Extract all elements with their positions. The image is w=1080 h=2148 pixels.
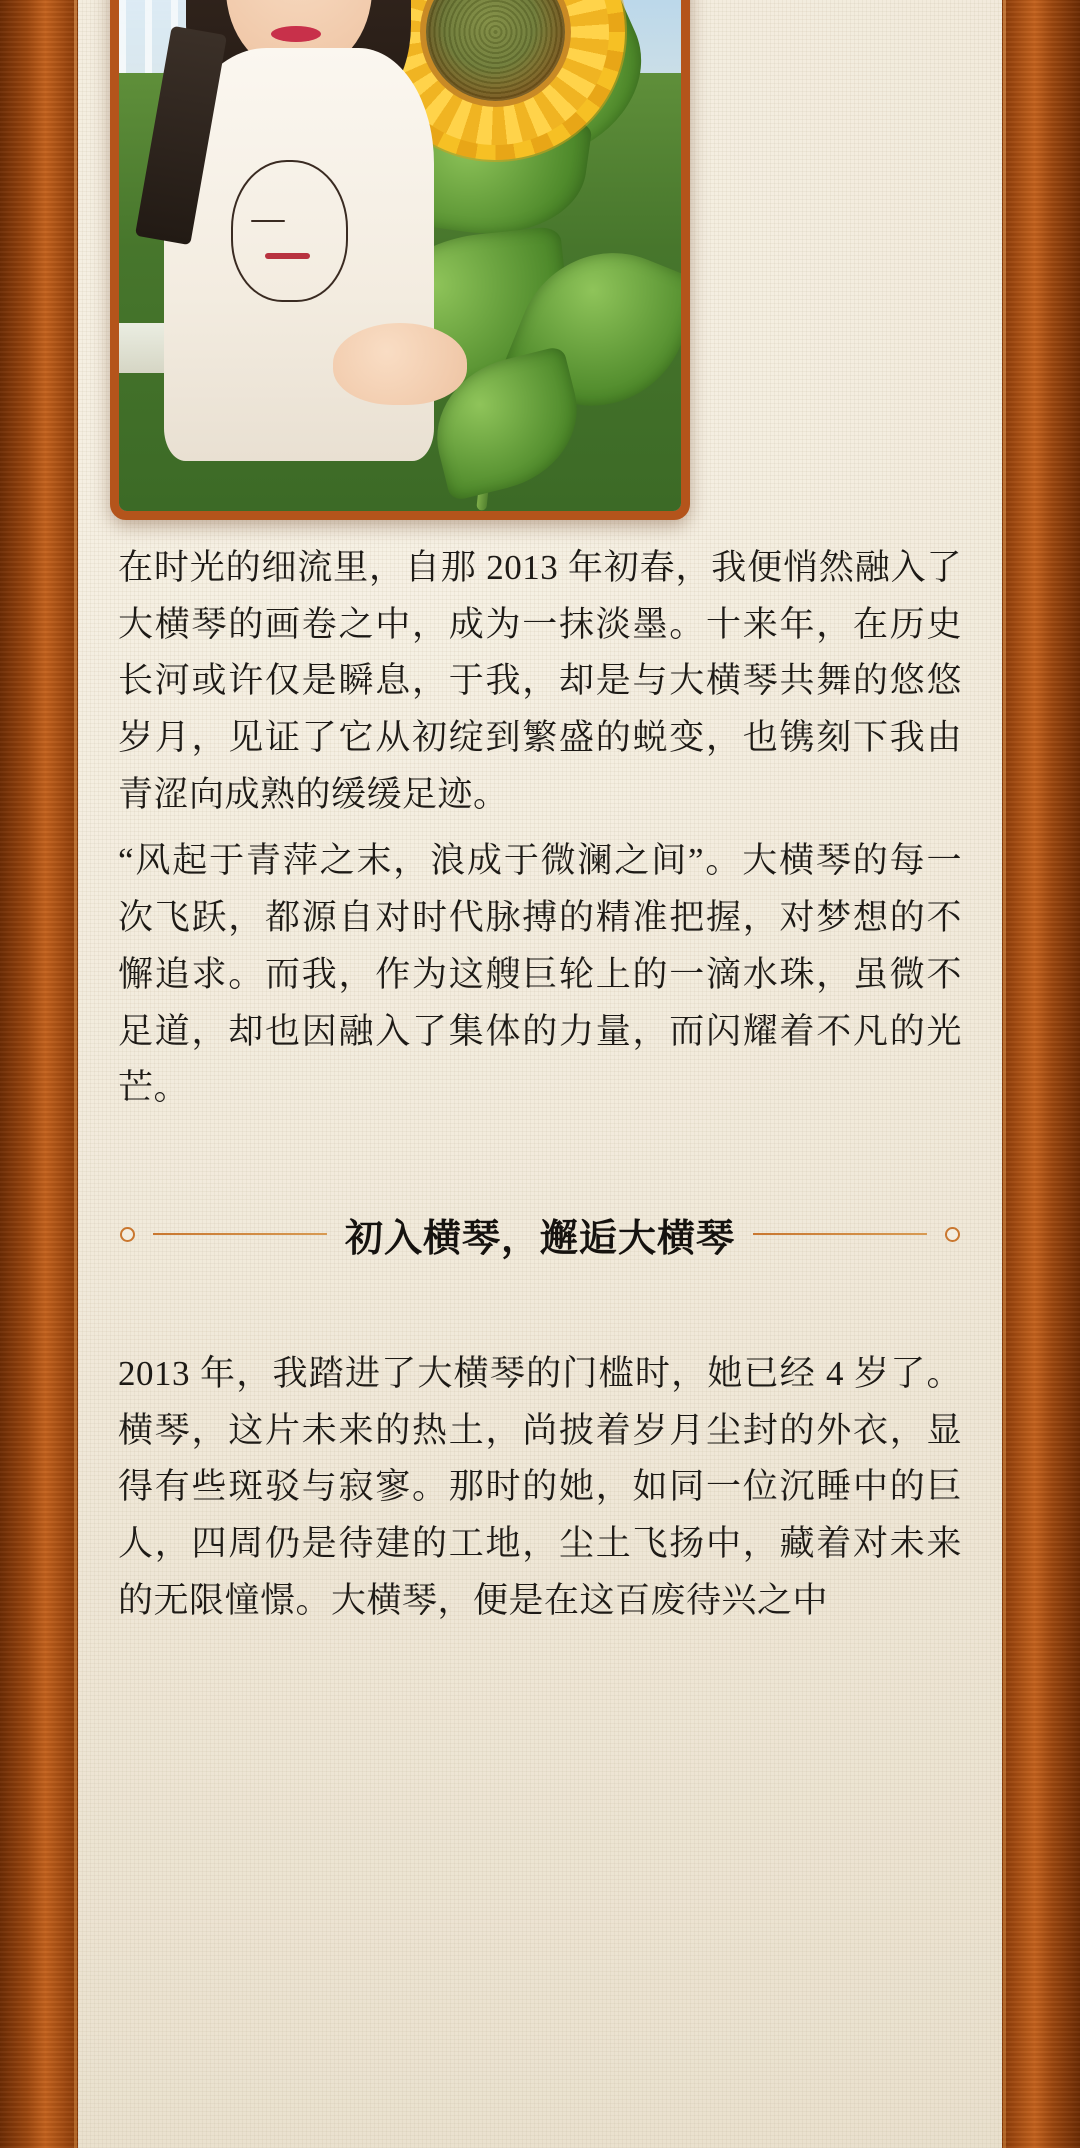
article-photo-card (110, 0, 690, 520)
section-title: 初入横琴，邂逅大横琴 (345, 1217, 736, 1260)
article-content (78, 540, 1002, 1639)
content-fade (78, 2114, 1002, 2148)
frame-inner-line-right (1003, 0, 1006, 2148)
section-dot-left-icon (120, 1227, 135, 1242)
frame-inner-line-left (74, 0, 77, 2148)
frame-left-border (0, 0, 78, 2148)
article-paragraph: 2013 年，我踏进了大横琴的门槛时，她已经 4 岁了。横琴，这片未来的热土，尚披着岁月尘封的外衣，显得有些斑驳与寂寥。那时的她，如同一位沉睡中的巨人，四周仍是待建的工地，尘土飞扬中，藏着对未来的无限憧憬。大横琴，便是在这百废待兴之中 (118, 1353, 962, 1620)
section-heading (118, 1207, 962, 1262)
frame-right-border (1002, 0, 1080, 2148)
photo-person-hand (333, 323, 468, 404)
article-paragraph: “风起于青萍之末，浪成于微澜之间”。大横琴的每一次飞跃，都源自对时代脉搏的精准把握，对梦想的不懈追求。而我，作为这艘巨轮上的一滴水珠，虽微不足道，却也因融入了集体的力量，而闪耀着不凡的光芒。 (118, 841, 962, 1108)
article-paragraph: 在时光的细流里，自那 2013 年初春，我便悄然融入了大横琴的画卷之中，成为一抹淡墨。十来年，在历史长河或许仅是瞬息，于我，却是与大横琴共舞的悠悠岁月，见证了它从初绽到繁盛的蜕变，也镌刻下我由青涩向成熟的缓缓足迹。 (118, 548, 962, 814)
article-paper (78, 0, 1002, 2148)
sweater-graphic-icon (231, 160, 347, 302)
article-photo (119, 0, 681, 511)
sweater-graphic-eye (251, 220, 285, 222)
sweater-graphic-lip (265, 253, 310, 259)
section-rule-left (153, 1233, 327, 1235)
section-rule-right (753, 1233, 927, 1235)
section-dot-right-icon (945, 1227, 960, 1242)
